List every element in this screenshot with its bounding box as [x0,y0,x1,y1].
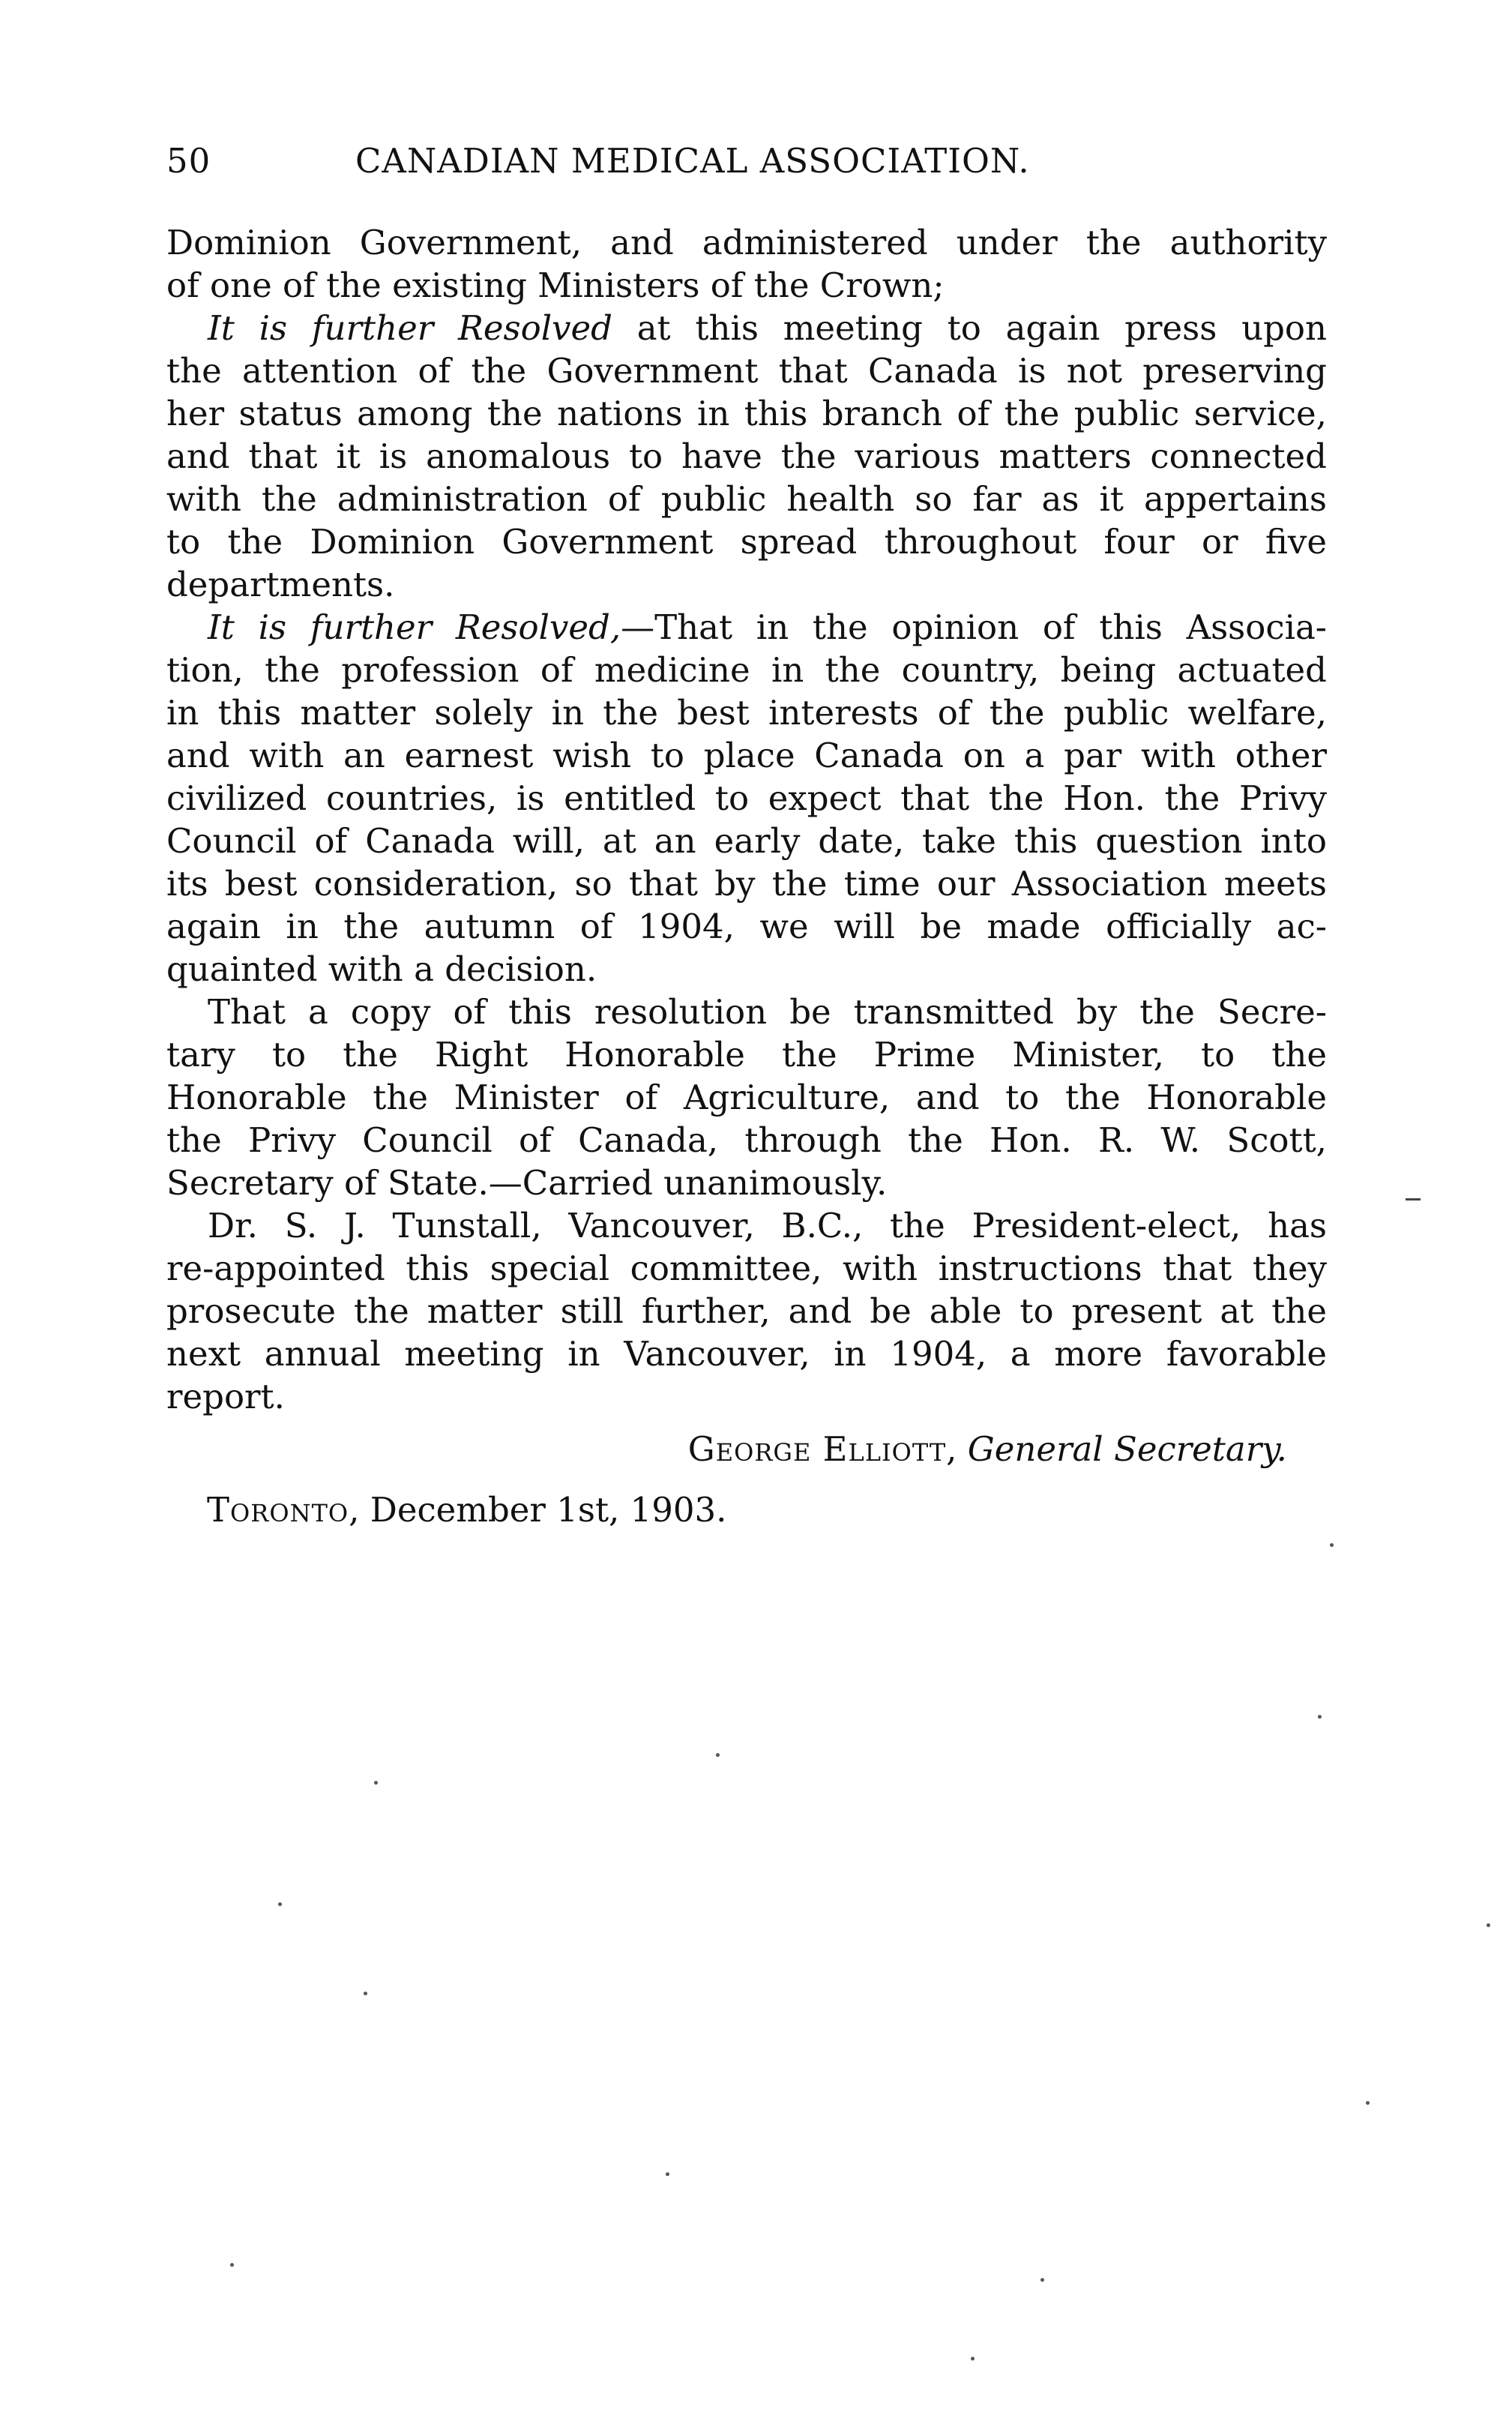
resolution-lead: It is further Resolved, [208,607,621,647]
running-head: CANADIAN MEDICAL ASSOCIATION. [355,141,1030,181]
signatory-title: General Secretary. [967,1429,1287,1469]
signatory-name: George Elliott [687,1429,947,1469]
paragraph-resolution-2 [166,606,1327,991]
text-line: tion, the profession of medicine in the country, being actuated [166,650,1327,690]
scan-speck [971,2357,975,2361]
text-line: prosecute the matter still further, and be able to present at the [166,1291,1327,1331]
paragraph-transmission [166,991,1327,1204]
text-line: of one of the existing Ministers of the Crown; [166,265,945,305]
text-line: and that it is anomalous to have the various matters connected [166,436,1327,476]
text-line: her status among the nations in this branch of the public service, [166,394,1327,433]
signature-separator: , [946,1429,968,1469]
dateline-date: , December 1st, 1903. [349,1490,727,1530]
page-number: 50 [166,141,211,181]
text-line: report. [166,1377,285,1416]
text-line: next annual meeting in Vancouver, in 1904, a more favorable [166,1334,1327,1374]
text-line: re-appointed this special committee, with instructions that they [166,1248,1327,1288]
scan-speck [1366,2101,1370,2105]
resolution-lead: It is further Resolved [208,308,612,348]
dateline-city: Toronto [207,1490,349,1530]
signature [688,1422,1287,1476]
text-line: and with an earnest wish to place Canada on a par with other [166,736,1327,775]
text-line: Dr. S. J. Tunstall, Vancouver, B.C., the President-elect, has [208,1206,1327,1245]
scan-speck [278,1902,282,1906]
page-header [166,135,1336,187]
scan-speck [364,1992,367,1995]
paragraph-resolution-1 [166,307,1327,606]
paragraph-committee [166,1204,1327,1418]
text-line: the Privy Council of Canada, through the Hon. R. W. Scott, [166,1120,1327,1160]
text-line [166,307,1327,349]
dateline [207,1483,726,1537]
text-line: the attention of the Government that Canada is not preserving [166,351,1327,391]
text-line: tary to the Right Honorable the Prime Minister, to the [166,1035,1327,1075]
text-line: in this matter solely in the best interests of the public welfare, [166,693,1327,733]
text-line: to the Dominion Government spread throughout four or five [166,522,1327,562]
text-line: Honorable the Minister of Agriculture, and to the Honorable [166,1078,1327,1117]
text-line: again in the autumn of 1904, we will be made officially ac- [166,907,1327,946]
text-line: Council of Canada will, at an early date, take this question into [166,821,1327,861]
text-line: civilized countries, is entitled to expect that the Hon. the Privy [166,778,1327,818]
scan-speck [1318,1715,1322,1719]
scan-speck [1330,1543,1334,1547]
body-text [166,221,1327,1418]
scan-speck [666,2172,669,2176]
text-fragment: —That in the opinion of this Associa- [621,607,1328,647]
scan-speck [1040,2278,1044,2282]
text-line: quainted with a decision. [166,949,597,989]
text-line: its best consideration, so that by the time our Association meets [166,864,1327,904]
scan-speck [716,1753,720,1757]
text-line: That a copy of this resolution be transmitted by the Secre- [208,992,1327,1032]
scan-mark [1406,1198,1421,1201]
text-line: Dominion Government, and administered under the authority [166,223,1327,262]
text-line: Secretary of State.—Carried unanimously. [166,1163,888,1203]
text-fragment: at this meeting to again press upon [612,308,1327,348]
paragraph-continuation [166,221,1327,307]
scan-speck [1487,1923,1490,1927]
text-line: with the administration of public health so far as it appertains [166,479,1327,519]
text-line: departments. [166,565,395,604]
text-line [166,606,1327,649]
scan-speck [374,1781,378,1785]
scan-speck [230,2263,234,2267]
